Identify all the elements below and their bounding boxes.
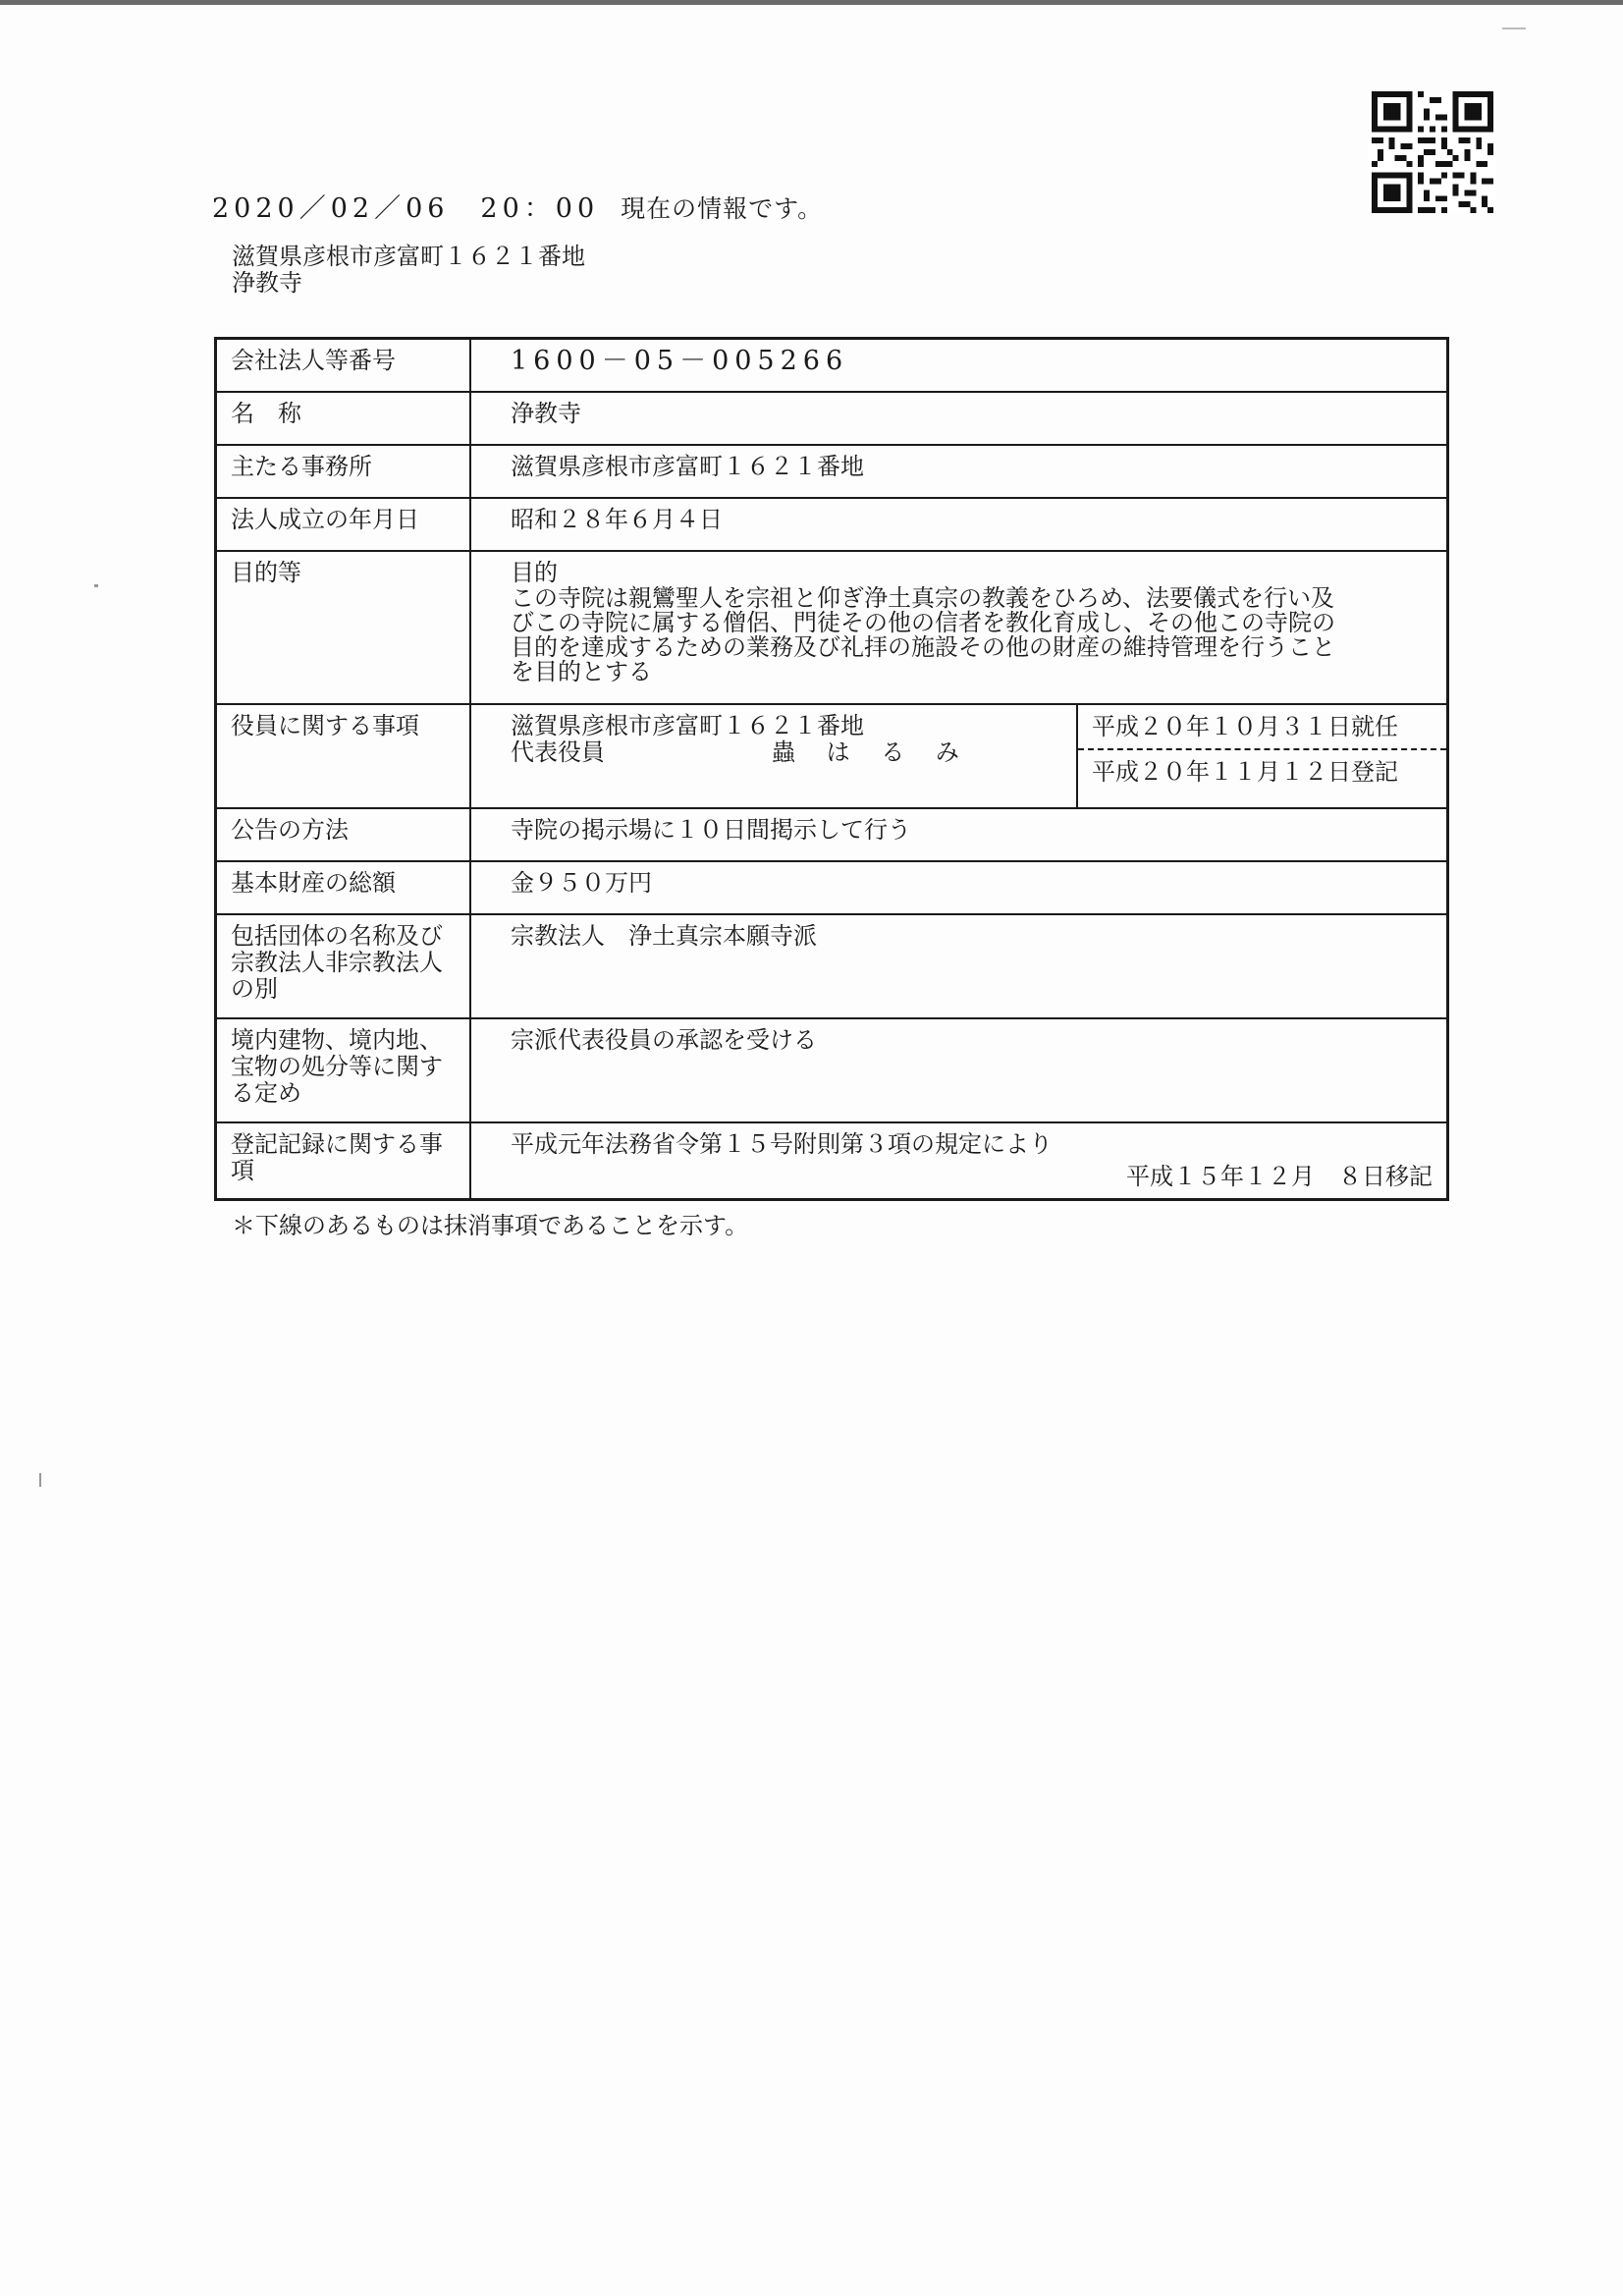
- table-row: [216, 445, 1448, 498]
- table-row: [216, 861, 1448, 914]
- base-assets-value: 金９５０万円: [470, 861, 1448, 914]
- purpose-cell: [470, 551, 1448, 704]
- name-value: 浄教寺: [470, 392, 1448, 445]
- officers-cell: [470, 704, 1448, 808]
- scan-speck: [39, 1473, 41, 1487]
- row-label: 包括団体の名称及び宗教法人非宗教法人の別: [216, 914, 471, 1018]
- row-label: 目的等: [216, 551, 471, 704]
- disposal-value: 宗派代表役員の承認を受ける: [470, 1018, 1448, 1122]
- row-label: 境内建物、境内地、宝物の処分等に関する定め: [216, 1018, 471, 1122]
- purpose-heading: 目的: [511, 559, 558, 586]
- table-row: [216, 914, 1448, 1018]
- registry-table: [214, 337, 1449, 1201]
- record-cell: [470, 1122, 1448, 1200]
- table-row: [216, 339, 1448, 393]
- row-label: 基本財産の総額: [216, 861, 471, 914]
- office-value: 滋賀県彦根市彦富町１６２１番地: [470, 445, 1448, 498]
- row-label: 会社法人等番号: [216, 339, 471, 393]
- table-row: [216, 498, 1448, 551]
- row-label: 法人成立の年月日: [216, 498, 471, 551]
- scan-edge: [0, 0, 1623, 5]
- row-label: 主たる事務所: [216, 445, 471, 498]
- table-row: [216, 392, 1448, 445]
- info-timestamp-line: [212, 187, 823, 225]
- header-address-block: [232, 244, 585, 297]
- footnote: ＊下線のあるものは抹消事項であることを示す。: [232, 1212, 749, 1239]
- table-row: [216, 1122, 1448, 1200]
- officer-registered-date: 平成２０年１１月１２日登記: [1092, 758, 1398, 786]
- table-row: [216, 551, 1448, 704]
- officer-role: 代表役員: [511, 738, 605, 766]
- record-date: 平成１５年１２月 ８日移記: [1126, 1163, 1433, 1190]
- scan-speck: [94, 584, 98, 587]
- row-label: 役員に関する事項: [216, 704, 471, 808]
- officer-appointed-date: 平成２０年１０月３１日就任: [1078, 705, 1446, 750]
- header-name: 浄教寺: [232, 269, 302, 297]
- row-label: 登記記録に関する事項: [216, 1122, 471, 1200]
- table-row: [216, 704, 1448, 808]
- record-value: 平成元年法務省令第１５号附則第３項の規定により: [511, 1130, 1053, 1158]
- row-label: 名 称: [216, 392, 471, 445]
- timestamp: 2020／02／06 20：00: [212, 193, 600, 224]
- umbrella-value: 宗教法人 浄土真宗本願寺派: [470, 914, 1448, 1018]
- row-label: 公告の方法: [216, 808, 471, 861]
- corp-number-value: 1600－05－005266: [470, 339, 1448, 393]
- qr-code-icon: [1369, 91, 1496, 213]
- officer-dates: [1076, 705, 1446, 807]
- officer-name: 蟲 は る み: [772, 738, 971, 766]
- public-notice-value: 寺院の掲示場に１０日間掲示して行う: [470, 808, 1448, 861]
- officer-address: 滋賀県彦根市彦富町１６２１番地: [511, 712, 864, 739]
- header-address: 滋賀県彦根市彦富町１６２１番地: [232, 243, 585, 270]
- timestamp-note: 現在の情報です。: [621, 194, 824, 223]
- scan-speck: [1502, 27, 1526, 29]
- purpose-text: この寺院は親鸞聖人を宗祖と仰ぎ浄土真宗の教義をひろめ、法要儀式を行い及 びこの寺院に属する僧侶、門徒その他の信者を教化育成し、その他この寺院の 目的を達成するための業務及び礼拝の施設その他の財産の維持管理を行うこと を目的とする: [511, 584, 1335, 685]
- table-row: [216, 808, 1448, 861]
- table-row: [216, 1018, 1448, 1122]
- established-value: 昭和２８年６月４日: [470, 498, 1448, 551]
